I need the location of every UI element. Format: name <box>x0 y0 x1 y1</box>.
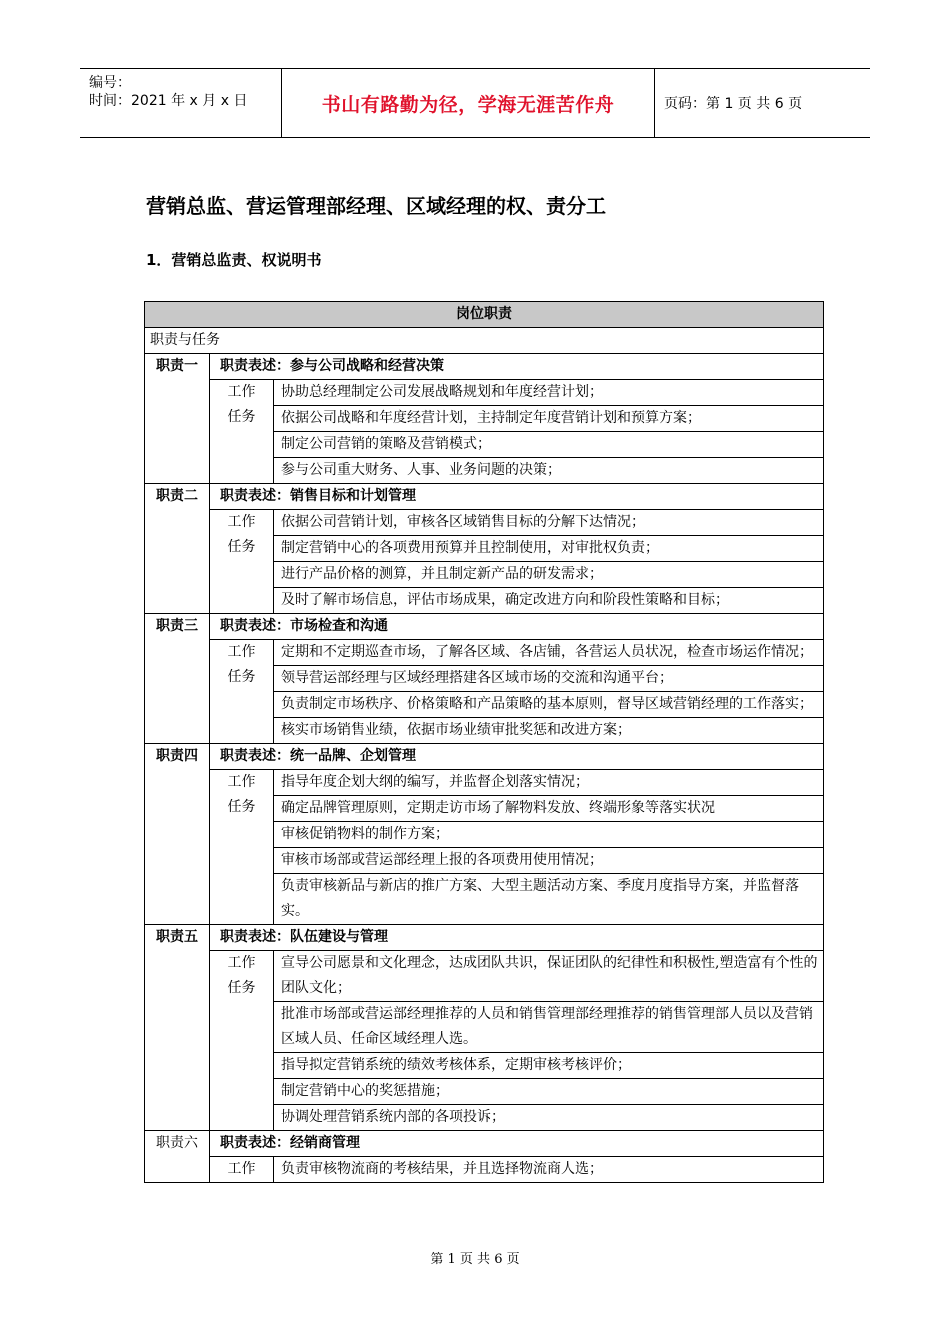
task-item: 负责审核物流商的考核结果，并且选择物流商人选； <box>274 1157 824 1183</box>
task-item: 协调处理营销系统内部的各项投诉； <box>274 1105 824 1131</box>
section-label: 职责与任务 <box>145 328 824 354</box>
task-item: 进行产品价格的测算，并且制定新产品的研发需求； <box>274 562 824 588</box>
task-item: 负责制定市场秩序、价格策略和产品策略的基本原则，督导区域营销经理的工作落实； <box>274 692 824 718</box>
task-row <box>145 640 824 666</box>
duty-row <box>145 354 824 380</box>
task-item: 定期和不定期巡查市场，了解各区域、各店铺，各营运人员状况，检查市场运作情况； <box>274 640 824 666</box>
header-motto: 书山有路勤为径，学海无涯苦作舟 <box>281 69 655 137</box>
task-item: 参与公司重大财务、人事、业务问题的决策； <box>274 458 824 484</box>
page-footer: 第 1 页 共 6 页 <box>430 1252 520 1267</box>
duty-table-body <box>145 302 824 1183</box>
task-item: 宣导公司愿景和文化理念，达成团队共识，保证团队的纪律性和积极性,塑造富有个性的团队文化； <box>274 951 824 1002</box>
work-label-line-1: 工作 <box>227 514 256 530</box>
duty-row <box>145 925 824 951</box>
work-label-line-2: 任务 <box>227 539 256 555</box>
task-row <box>145 380 824 406</box>
task-item: 依据公司营销计划，审核各区域销售目标的分解下达情况； <box>274 510 824 536</box>
duty-description: 职责表述：参与公司战略和经营决策 <box>210 354 824 380</box>
duty-name: 职责四 <box>145 744 210 925</box>
task-item: 批准市场部或营运部经理推荐的人员和销售管理部经理推荐的销售管理部人员以及营销区域人员、任命区域经理人选。 <box>274 1002 824 1053</box>
work-label-line-1: 工作 <box>227 644 256 660</box>
task-item: 制定营销中心的各项费用预算并且控制使用，对审批权负责； <box>274 536 824 562</box>
duty-table <box>144 301 824 1183</box>
task-item: 负责审核新品与新店的推广方案、大型主题活动方案、季度月度指导方案，并监督落实。 <box>274 874 824 925</box>
duty-description: 职责表述：队伍建设与管理 <box>210 925 824 951</box>
section-label-row <box>145 328 824 354</box>
duty-description: 职责表述：统一品牌、企划管理 <box>210 744 824 770</box>
task-row <box>145 510 824 536</box>
duty-row <box>145 1131 824 1157</box>
task-row <box>145 951 824 1002</box>
task-item: 领导营运部经理与区域经理搭建各区域市场的交流和沟通平台； <box>274 666 824 692</box>
work-label-line-2: 任务 <box>227 669 256 685</box>
duty-name: 职责一 <box>145 354 210 484</box>
work-task-label <box>210 770 274 925</box>
work-task-label <box>210 640 274 744</box>
duty-description: 职责表述：经销商管理 <box>210 1131 824 1157</box>
table-header-row <box>145 302 824 328</box>
duty-row <box>145 614 824 640</box>
document-title: 营销总监、营运管理部经理、区域经理的权、责分工 <box>146 194 606 218</box>
task-item: 审核促销物料的制作方案； <box>274 822 824 848</box>
work-label-line-2: 任务 <box>227 799 256 815</box>
duty-name: 职责六 <box>145 1131 210 1183</box>
work-task-label <box>210 1157 274 1183</box>
duty-name: 职责三 <box>145 614 210 744</box>
duty-name: 职责二 <box>145 484 210 614</box>
task-item: 指导年度企划大纲的编写，并监督企划落实情况； <box>274 770 824 796</box>
task-item: 核实市场销售业绩，依据市场业绩审批奖惩和改进方案； <box>274 718 824 744</box>
task-item: 确定品牌管理原则，定期走访市场了解物料发放、终端形象等落实状况 <box>274 796 824 822</box>
work-label-line-2: 任务 <box>227 980 256 996</box>
table-header: 岗位职责 <box>145 302 824 328</box>
task-row <box>145 1157 824 1183</box>
work-label-line-1: 工作 <box>227 774 256 790</box>
task-item: 审核市场部或营运部经理上报的各项费用使用情况； <box>274 848 824 874</box>
task-item: 指导拟定营销系统的绩效考核体系，定期审核考核评价； <box>274 1053 824 1079</box>
task-item: 及时了解市场信息，评估市场成果，确定改进方向和阶段性策略和目标； <box>274 588 824 614</box>
work-task-label <box>210 951 274 1131</box>
task-item: 制定营销中心的奖惩措施； <box>274 1079 824 1105</box>
duty-row <box>145 484 824 510</box>
duty-row <box>145 744 824 770</box>
work-label-line-1: 工作 <box>227 955 256 971</box>
task-item: 制定公司营销的策略及营销模式； <box>274 432 824 458</box>
task-item: 协助总经理制定公司发展战略规划和年度经营计划； <box>274 380 824 406</box>
document-number-label: 编号： <box>89 75 131 91</box>
work-label-line-1: 工作 <box>227 384 256 400</box>
header-page-number: 页码：第 1 页 共 6 页 <box>664 96 803 112</box>
duty-description: 职责表述：市场检查和沟通 <box>210 614 824 640</box>
task-item: 依据公司战略和年度经营计划，主持制定年度营销计划和预算方案； <box>274 406 824 432</box>
header-meta <box>80 69 280 137</box>
work-task-label <box>210 380 274 484</box>
duty-description: 职责表述：销售目标和计划管理 <box>210 484 824 510</box>
duty-name: 职责五 <box>145 925 210 1131</box>
document-date: 时间：2021 年 x 月 x 日 <box>89 93 248 109</box>
page-header <box>80 68 870 138</box>
work-task-label <box>210 510 274 614</box>
task-row <box>145 770 824 796</box>
section-heading: 1．营销总监责、权说明书 <box>146 251 322 269</box>
work-label-line-2: 任务 <box>227 409 256 425</box>
work-label-line-1: 工作 <box>227 1161 256 1177</box>
